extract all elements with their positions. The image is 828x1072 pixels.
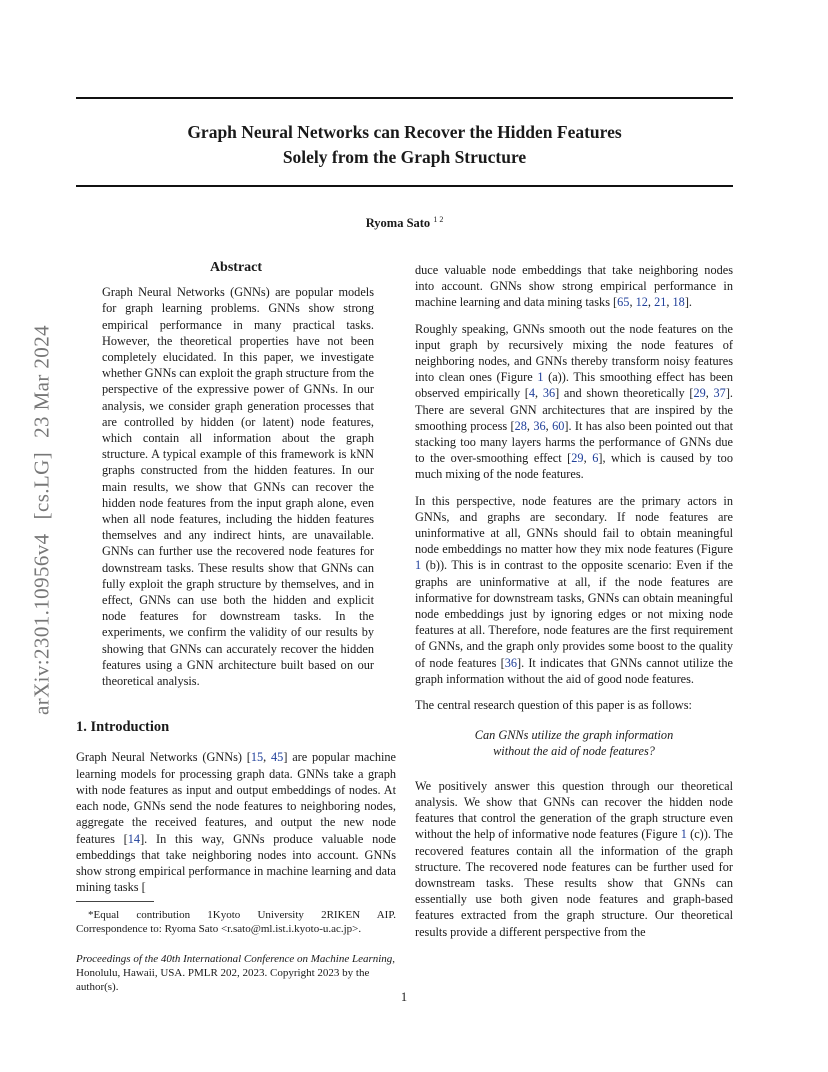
citation-link[interactable]: 29 [693,386,706,401]
intro-paragraph: Graph Neural Networks (GNNs) [15, 45] are popular machine learning models for processing graph data. GNNs take a graph with node features as input and output embeddings of nodes. At each node, GNNs send the node features to neighboring nodes, aggregate the received features, and output the new node features [14]. In this way, GNNs produce valuable node embeddings that take neighboring nodes into account. GNNs show strong empirical performance in machine learning and data mining tasks [ [76,750,396,895]
citation-link[interactable]: 6 [592,451,599,466]
intro-paragraph-continued: duce valuable node embeddings that take neighboring nodes into account. GNNs show strong empirical performance in machine learning and data mining tasks [65, 12, 21, 18]. [415,263,733,310]
citation-link[interactable]: 36 [533,418,546,433]
footnote-affiliations: *Equal contribution 1Kyoto University 2RIKEN AIP. Correspondence to: Ryoma Sato <r.sato@ml.ist.i.kyoto-u.ac.jp>. [76,909,396,936]
arxiv-stamp [30,325,55,715]
research-question-intro: The central research question of this paper is as follows: [415,698,692,713]
citation-link[interactable]: 45 [271,750,284,765]
title-line-2: Solely from the Graph Structure [282,147,527,167]
page-number: 1 [400,990,408,1004]
top-rule [76,97,733,99]
citation-link[interactable]: 36 [542,386,556,401]
proceedings-note: Proceedings of the 40th International Conference on Machine Learning, Honolulu, Hawaii, USA. PMLR 202, 2023. Copyright 2023 by the author(s). [76,953,396,994]
citation-link[interactable]: 65 [617,295,630,310]
arxiv-id: arXiv:2301.10956v4 [29,533,54,716]
author-affiliation: 1 2 [433,215,444,224]
citation-link[interactable]: 37 [713,386,726,401]
section-introduction-title: 1. Introduction [76,719,170,736]
left-column [76,260,396,994]
citation-link[interactable]: 29 [571,451,584,466]
paper-title [76,120,733,170]
abstract-title: Abstract [209,260,263,275]
research-question [415,727,733,759]
author-name: Ryoma Sato [365,216,431,231]
figure-link[interactable]: 1 [680,827,687,842]
arxiv-date: 23 Mar 2024 [29,324,54,438]
citation-link[interactable]: 60 [552,418,565,433]
smoothing-paragraph: Roughly speaking, GNNs smooth out the node features on the input graph by recursively mixing the node features of neighboring nodes, and GNNs thereby transform noisy features into clean ones (Figure 1 (a)). This smoothing effect has been observed empirically [4, 36] and shown theoretically [29, 37]. There are several GNN architectures that are inspired by the smoothing process [28, 36, 60]. It has also been pointed out that stacking too many layers harms the performance of GNNs due to the over-smoothing effect [29, 6], which is caused by too much mixing of the node features. [415,321,733,482]
figure-link[interactable]: 1 [537,370,544,385]
citation-link[interactable]: 12 [635,295,648,310]
citation-link[interactable]: 21 [654,295,667,310]
author-line [76,215,733,231]
citation-link[interactable]: 28 [514,418,527,433]
citation-link[interactable]: 36 [504,655,517,670]
footnote-divider [76,901,154,902]
right-column [415,262,733,940]
citation-link[interactable]: 18 [672,295,685,310]
answer-paragraph: We positively answer this question through our theoretical analysis. We show that GNNs can recover the hidden node features that control the generation of the graph structure even without the help of informative node features (Figure 1 (c)). The recovered features contain all the information of the graph structure. The recovered node features can be further used for downstream tasks. These results show that GNNs can essentially use both given node features and graph-based features extracted from the graph structure. Our theoretical results provide a different perspective from the [415,778,733,939]
abstract-text: Graph Neural Networks (GNNs) are popular models for graph learning problems. GNNs show strong empirical performance in many practical tasks. However, the theoretical properties have not been completely elucidated. In this paper, we investigate whether GNNs can exploit the graph structure from the perspective of the expressive power of GNNs. In our analysis, we consider graph generation processes that are controlled by hidden (or latent) node features, which contain all information about the graph structure. A typical example of this framework is kNN graphs constructed from the hidden features. In our main results, we show that GNNs can recover the hidden node features from the input graph alone, even when all node features, including the hidden features themselves and any indirect hints, are unavailable. GNNs can further use the recovered node features for downstream tasks. These results show that GNNs can fully exploit the graph structure by themselves, and in effect, GNNs can use both the hidden and explicit node features for downstream tasks. In the experiments, we confirm the validity of our results by showing that GNNs can accurately recover the hidden features using a GNN architecture built based on our theoretical analysis. [102,285,374,689]
question-line-1: Can GNNs utilize the graph information [474,728,674,743]
citation-link[interactable]: 15 [250,750,264,765]
title-line-1: Graph Neural Networks can Recover the Hidden Features [187,122,622,142]
figure-link[interactable]: 1 [415,558,422,573]
arxiv-category: [cs.LG] [29,451,54,520]
citation-link[interactable]: 4 [528,386,536,401]
citation-link[interactable]: 14 [127,831,141,846]
perspective-paragraph: In this perspective, node features are the primary actors in GNNs, and graphs are secondary. If node features are uninformative at all, GNNs should fail to obtain meaningful node embeddings no matter how they mix node features (Figure 1 (b)). This is in contrast to the opposite scenario: Even if the graphs are uninformative at all, if the node features are informative for downstream tasks, GNNs can obtain meaningful node embeddings just by ignoring edges or not mixing node features at all. Therefore, node features are the first requirement of GNNs, and the graph only provides some boost to the quality of node features [36]. It indicates that GNNs cannot utilize the graph information without the aid of good node features. [415,493,733,686]
intro-continued-text: duce valuable node embeddings that take neighboring nodes into account. GNNs show strong empirical performance in machine learning and data mining tasks [ [415,263,733,310]
question-line-2: without the aid of node features? [493,744,655,759]
bottom-title-rule [76,185,733,187]
